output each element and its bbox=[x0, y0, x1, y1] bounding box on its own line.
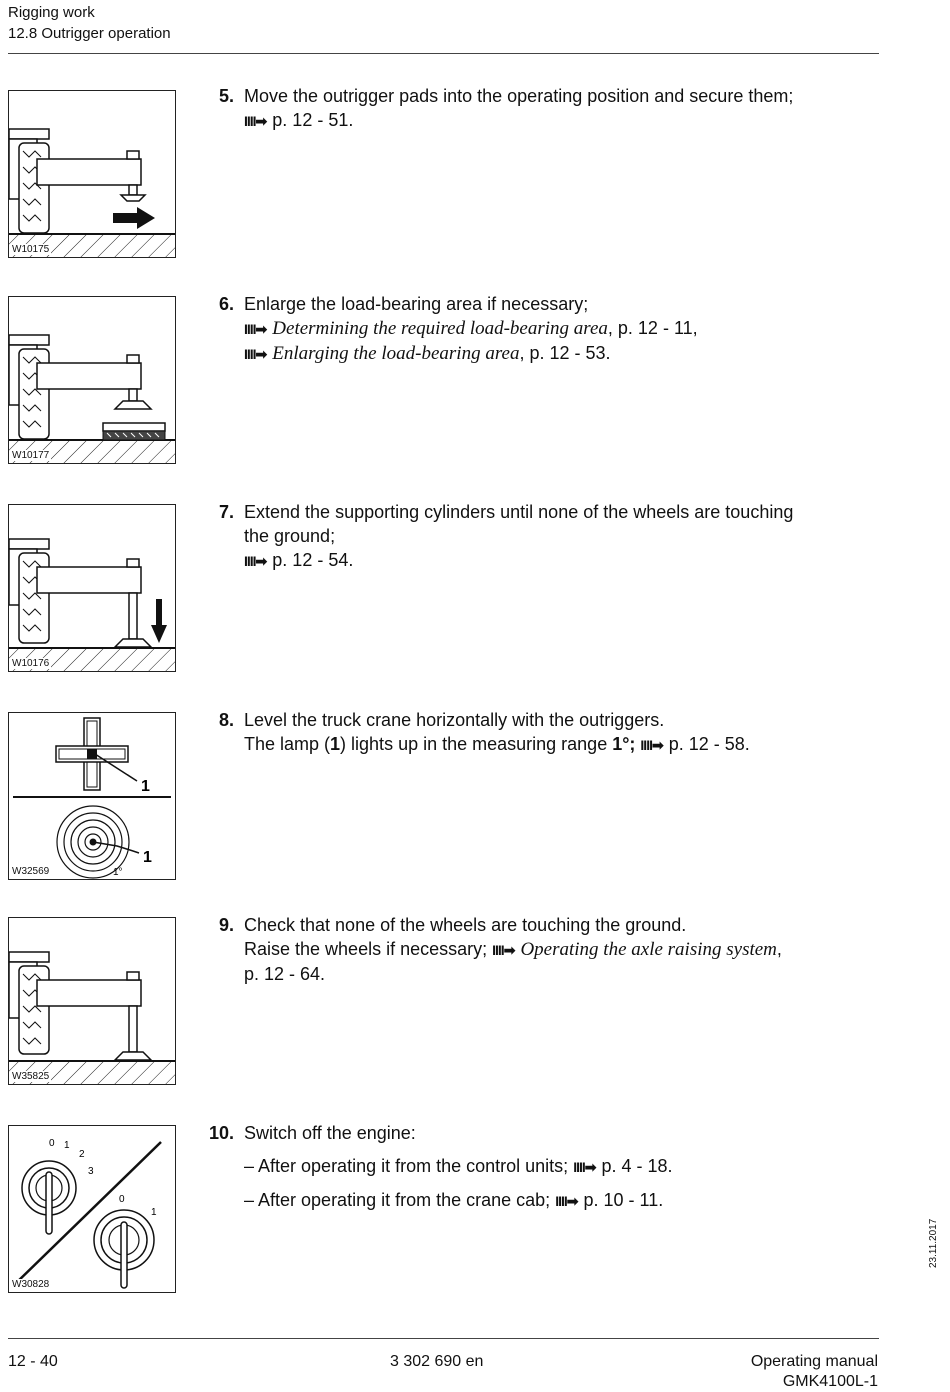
step-text-continued: Raise the wheels if necessary; IIII➡ Operating the axle raising system, bbox=[244, 939, 782, 960]
document-number: 3 302 690 en bbox=[390, 1353, 484, 1370]
step-10 bbox=[200, 1121, 890, 1213]
step-7 bbox=[200, 500, 890, 573]
reference-arrow-icon: IIII➡ bbox=[573, 1159, 596, 1175]
key-position-label: 0 bbox=[49, 1138, 55, 1149]
section-title: Rigging work bbox=[8, 4, 95, 21]
figure-step-5 bbox=[8, 90, 176, 258]
lamp-number: 1 bbox=[330, 734, 341, 754]
step-number: 7. bbox=[218, 502, 234, 522]
step-reference[interactable] bbox=[244, 548, 890, 573]
step-number: 6. bbox=[218, 294, 234, 314]
figure-code: W32569 bbox=[12, 866, 50, 877]
step-number: 8. bbox=[218, 710, 234, 730]
figure-code: W30828 bbox=[12, 1279, 50, 1290]
header-rule bbox=[8, 53, 879, 54]
step-reference-1[interactable] bbox=[244, 316, 890, 341]
figure-step-8 bbox=[8, 712, 176, 880]
load-bearing-area-illustration bbox=[9, 297, 176, 464]
wheels-raised-illustration bbox=[9, 918, 176, 1085]
figure-code: W10175 bbox=[12, 244, 50, 255]
ignition-switch-illustration bbox=[9, 1126, 176, 1293]
step-reference[interactable] bbox=[244, 108, 890, 133]
step-8 bbox=[200, 708, 890, 757]
step-text: Switch off the engine: bbox=[244, 1123, 416, 1143]
reference-page: p. 12 - 51. bbox=[272, 110, 354, 130]
reference-title: Enlarging the load-bearing area bbox=[272, 343, 520, 364]
reference-arrow-icon: IIII➡ bbox=[244, 113, 267, 129]
step-reference[interactable] bbox=[573, 1156, 672, 1176]
figure-code: W10177 bbox=[12, 450, 50, 461]
lamp-callout: 1 bbox=[141, 778, 150, 795]
degree-label: 1° bbox=[113, 867, 123, 878]
figure-step-10 bbox=[8, 1125, 176, 1293]
bubble-callout: 1 bbox=[143, 849, 152, 866]
reference-page: p. 4 - 18. bbox=[601, 1156, 673, 1176]
reference-arrow-icon: IIII➡ bbox=[244, 553, 267, 569]
step-reference[interactable] bbox=[555, 1190, 663, 1210]
step-number: 10. bbox=[208, 1123, 234, 1143]
supporting-cylinder-illustration bbox=[9, 505, 176, 672]
footer-rule bbox=[8, 1338, 879, 1339]
reference-arrow-icon: IIII➡ bbox=[244, 321, 267, 337]
step-reference-2[interactable] bbox=[244, 341, 890, 366]
step-number: 5. bbox=[218, 86, 234, 106]
page-header bbox=[8, 2, 171, 44]
step-number: 9. bbox=[218, 915, 234, 935]
key-position-label: 1 bbox=[151, 1207, 157, 1218]
reference-page: p. 10 - 11. bbox=[583, 1190, 664, 1210]
step-text: Level the truck crane horizontally with the outriggers. bbox=[244, 710, 665, 730]
key-position-label: 1 bbox=[64, 1140, 70, 1151]
outrigger-pad-illustration bbox=[9, 91, 176, 258]
reference-arrow-icon: IIII➡ bbox=[244, 346, 267, 362]
revision-date: 23.11.2017 bbox=[928, 1218, 939, 1268]
key-position-label: 2 bbox=[79, 1149, 85, 1160]
step-text: Extend the supporting cylinders until none of the wheels are touching bbox=[244, 502, 794, 522]
reference-arrow-icon: IIII➡ bbox=[555, 1193, 578, 1209]
step-6 bbox=[200, 292, 890, 366]
step-text-continued: The lamp (1) lights up in the measuring range 1°; IIII➡ p. 12 - 58. bbox=[244, 732, 890, 757]
measuring-range: 1°; bbox=[612, 734, 636, 754]
key-position-label: 0 bbox=[119, 1194, 125, 1205]
figure-step-7 bbox=[8, 504, 176, 672]
key-position-label: 3 bbox=[88, 1166, 94, 1177]
step-text: Move the outrigger pads into the operating position and secure them; bbox=[244, 86, 794, 106]
level-indicator-illustration bbox=[9, 713, 176, 880]
step-text: Enlarge the load-bearing area if necessary; bbox=[244, 294, 589, 314]
reference-page[interactable]: p. 12 - 64. bbox=[244, 964, 326, 984]
page-number: 12 - 40 bbox=[8, 1353, 58, 1370]
step-reference[interactable]: IIII➡ Operating the axle raising system, bbox=[492, 939, 782, 960]
reference-title: Operating the axle raising system bbox=[520, 939, 777, 960]
step-9 bbox=[200, 913, 890, 986]
figure-code: W10176 bbox=[12, 658, 50, 669]
figure-step-9 bbox=[8, 917, 176, 1085]
reference-page: , p. 12 - 11, bbox=[607, 318, 698, 338]
manual-title: Operating manual GMK4100L-1 bbox=[750, 1353, 878, 1390]
step-text: Check that none of the wheels are touching the ground. bbox=[244, 915, 687, 935]
step-5 bbox=[200, 84, 890, 133]
step-text-continued: the ground; bbox=[244, 526, 336, 546]
subsection-title: 12.8 Outrigger operation bbox=[8, 25, 171, 42]
step-reference[interactable] bbox=[640, 734, 749, 754]
reference-page: p. 12 - 58. bbox=[668, 734, 750, 754]
reference-page: , p. 12 - 53. bbox=[519, 343, 611, 363]
sub-step-crane-cab: – After operating it from the crane cab; IIII➡ p. 10 - 11. bbox=[244, 1188, 890, 1213]
figure-code: W35825 bbox=[12, 1071, 50, 1082]
reference-title: Determining the required load-bearing area bbox=[272, 318, 608, 339]
reference-page: p. 12 - 54. bbox=[272, 550, 354, 570]
figure-step-6 bbox=[8, 296, 176, 464]
sub-step-control-units: – After operating it from the control units; IIII➡ p. 4 - 18. bbox=[244, 1154, 890, 1179]
reference-arrow-icon: IIII➡ bbox=[492, 942, 515, 958]
reference-arrow-icon: IIII➡ bbox=[640, 737, 663, 753]
